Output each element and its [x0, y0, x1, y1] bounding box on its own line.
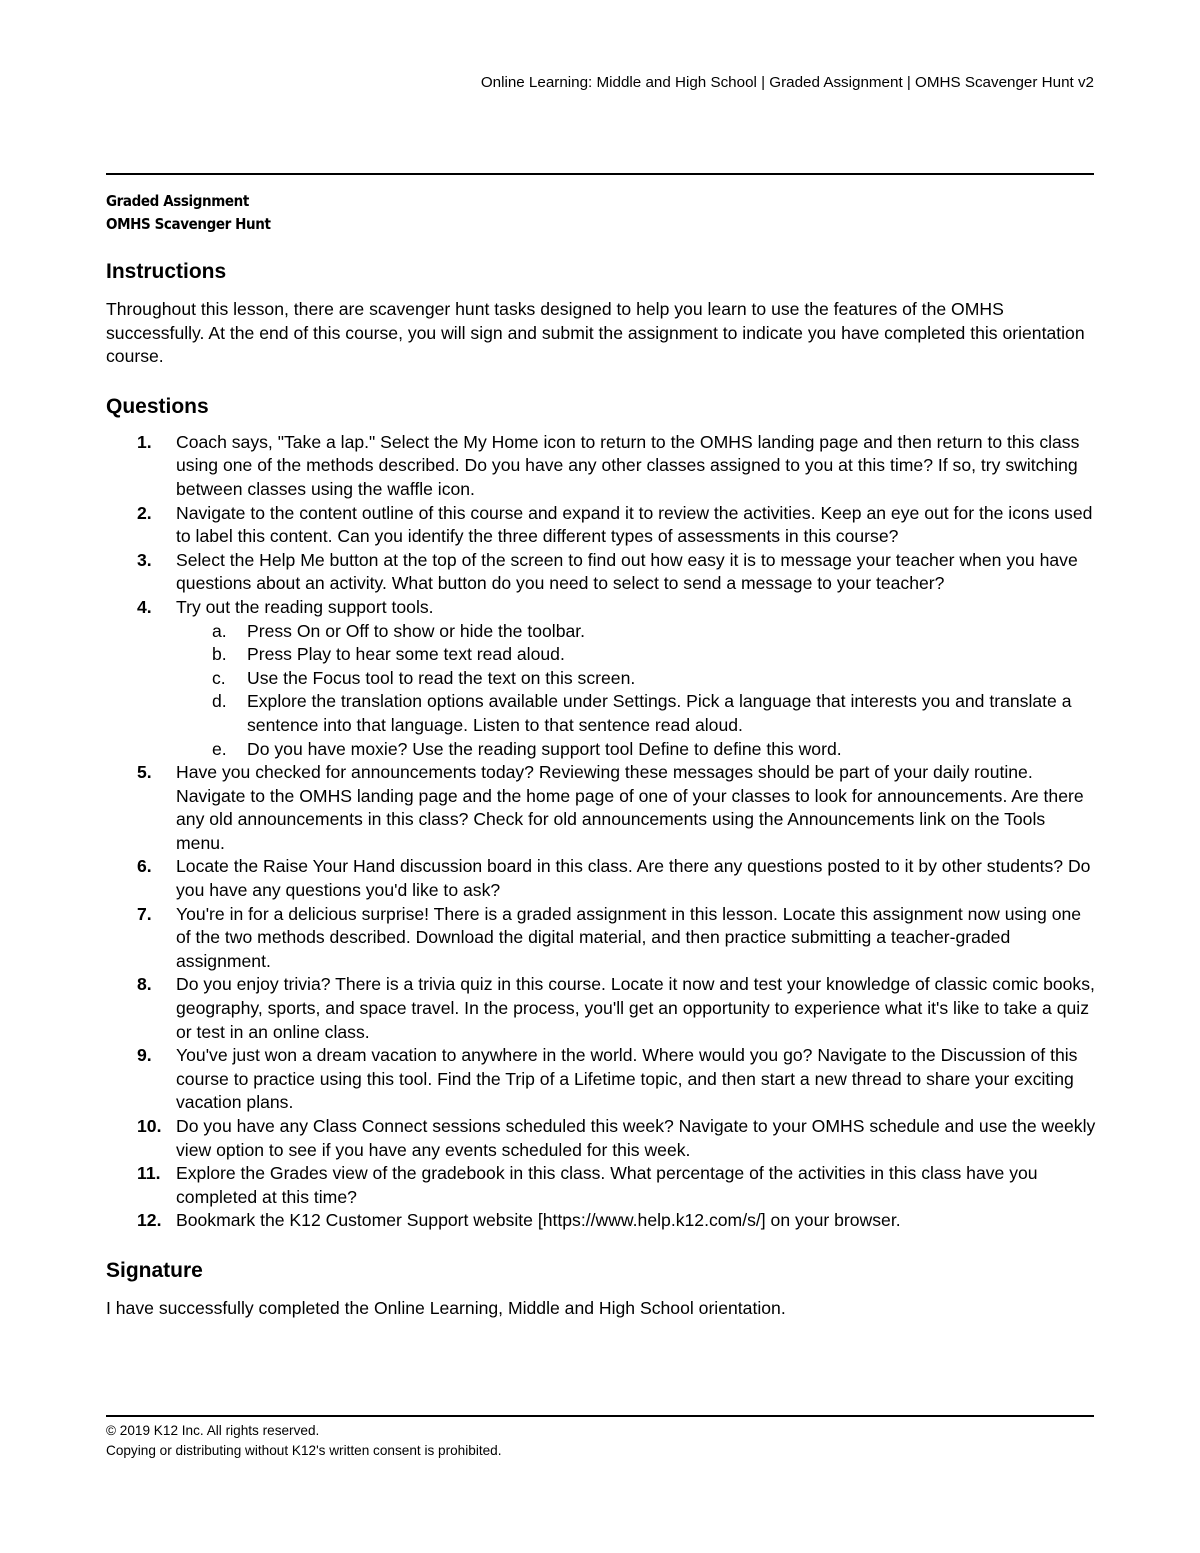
subtask-item [176, 620, 1096, 644]
question-number: 3. [137, 549, 152, 570]
footer-divider [106, 1415, 1094, 1417]
question-item [106, 502, 1096, 549]
question-text: You've just won a dream vacation to anywhere in the world. Where would you go? Navigate to the Discussion of this course to practice using this tool. Find the Trip of a Lifetime topic, and then start a new thread to share your exciting vacation plans. [176, 1045, 1078, 1113]
question-number: 9. [137, 1045, 152, 1066]
question-number: 12. [137, 1210, 162, 1231]
question-text: Navigate to the content outline of this course and expand it to review the activities. Keep an eye out for the icons used to label this content. Can you identify the three different types of assessments in this course? [176, 502, 1093, 547]
question-text: Locate the Raise Your Hand discussion board in this class. Are there any questions posted to it by other students? Do you have any questions you'd like to ask? [176, 856, 1091, 901]
subtask-letter: b. [212, 644, 227, 665]
header-divider [106, 173, 1094, 175]
question-number: 4. [137, 596, 152, 617]
subtask-text: Do you have moxie? Use the reading support tool Define to define this word. [247, 738, 842, 759]
question-item [106, 903, 1096, 974]
subtask-item [176, 738, 1096, 762]
question-item [106, 1044, 1096, 1115]
question-item [106, 549, 1096, 596]
question-item [106, 1162, 1096, 1209]
assignment-title: OMHS Scavenger Hunt [106, 215, 271, 233]
subtask-item [176, 667, 1096, 691]
copyright-line: © 2019 K12 Inc. All rights reserved. [106, 1423, 320, 1438]
copying-notice: Copying or distributing without K12's written consent is prohibited. [106, 1443, 502, 1458]
assignment-type: Graded Assignment [106, 192, 249, 210]
question-number: 11. [137, 1163, 161, 1184]
question-number: 10. [137, 1116, 162, 1136]
subtask-text: Explore the translation options available under Settings. Pick a language that interests you and translate a sentence into that language. Listen to that sentence read aloud. [247, 691, 1072, 735]
instructions-heading: Instructions [106, 260, 227, 283]
question-number: 7. [137, 903, 152, 924]
question-item [106, 855, 1096, 902]
question-text: Do you enjoy trivia? There is a trivia quiz in this course. Locate it now and test your knowledge of classic comic books, geography, sports, and space travel. In the process, you'll get an opportunity to experience what it's like to take a quiz or test in an online class. [176, 974, 1095, 1042]
subtask-item [176, 643, 1096, 667]
subtask-list [176, 620, 1096, 762]
question-text: Select the Help Me button at the top of the screen to find out how easy it is to message your teacher when you have questions about an activity. What button do you need to select to send a message to your teacher? [176, 549, 1078, 594]
question-text: Bookmark the K12 Customer Support website [https://www.help.k12.com/s/] on your browser. [176, 1210, 901, 1231]
question-text: Have you checked for announcements today? Reviewing these messages should be part of your daily routine. Navigate to the OMHS landing page and the home page of one of your classes to look for announcements. Are there any old announcements in this class? Check for old announcements using the Announcements link on the Tools menu. [176, 762, 1084, 853]
instructions-section [106, 258, 1096, 369]
subtask-text: Press Play to hear some text read aloud. [247, 644, 565, 665]
question-item [106, 431, 1096, 502]
question-number: 2. [137, 502, 152, 523]
question-item [106, 1115, 1096, 1162]
instructions-text: Throughout this lesson, there are scavenger hunt tasks designed to help you learn to use the features of the OMHS successfully. At the end of this course, you will sign and submit the assignment to indicate you have completed this orientation course. [106, 299, 1085, 367]
subtask-text: Press On or Off to show or hide the toolbar. [247, 620, 586, 641]
questions-section [106, 393, 1096, 1233]
question-text: Coach says, "Take a lap." Select the My Home icon to return to the OMHS landing page and then return to this class using one of the methods described. Do you have any other classes assigned to you at this time? If so, try switching between classes using the waffle icon. [176, 431, 1080, 499]
subtask-letter: d. [212, 691, 227, 712]
subtask-letter: e. [212, 738, 227, 759]
question-text: Explore the Grades view of the gradebook in this class. What percentage of the activities in this class have you completed at this time? [176, 1163, 1038, 1207]
running-header: Online Learning: Middle and High School | Graded Assignment | OMHS Scavenger Hunt v2 [480, 74, 1094, 91]
question-item [106, 596, 1096, 761]
question-item [106, 761, 1096, 855]
signature-section [106, 1257, 1096, 1321]
document-body [106, 258, 1096, 1321]
questions-heading: Questions [106, 394, 209, 418]
question-item [106, 1209, 1096, 1233]
signature-heading: Signature [106, 1258, 203, 1282]
question-number: 5. [137, 762, 152, 783]
assignment-label-block [106, 190, 271, 236]
question-number: 1. [137, 431, 152, 452]
signature-statement: I have successfully completed the Online Learning, Middle and High School orientation. [106, 1297, 786, 1318]
subtask-item [176, 690, 1096, 737]
question-text: You're in for a delicious surprise! There is a graded assignment in this lesson. Locate this assignment now using one of the two methods described. Download the digital material, and then practice submitting a teacher-graded assignment. [176, 903, 1082, 971]
subtask-text: Use the Focus tool to read the text on this screen. [247, 667, 636, 688]
questions-list [106, 431, 1096, 1233]
subtask-letter: a. [212, 620, 227, 641]
question-number: 8. [137, 974, 152, 995]
page-footer [106, 1421, 502, 1461]
question-item [106, 973, 1096, 1044]
subtask-letter: c. [212, 667, 226, 688]
question-number: 6. [137, 856, 152, 877]
question-text: Try out the reading support tools. [176, 596, 434, 617]
question-text: Do you have any Class Connect sessions scheduled this week? Navigate to your OMHS schedule and use the weekly view option to see if you have any events scheduled for this week. [176, 1116, 1096, 1160]
